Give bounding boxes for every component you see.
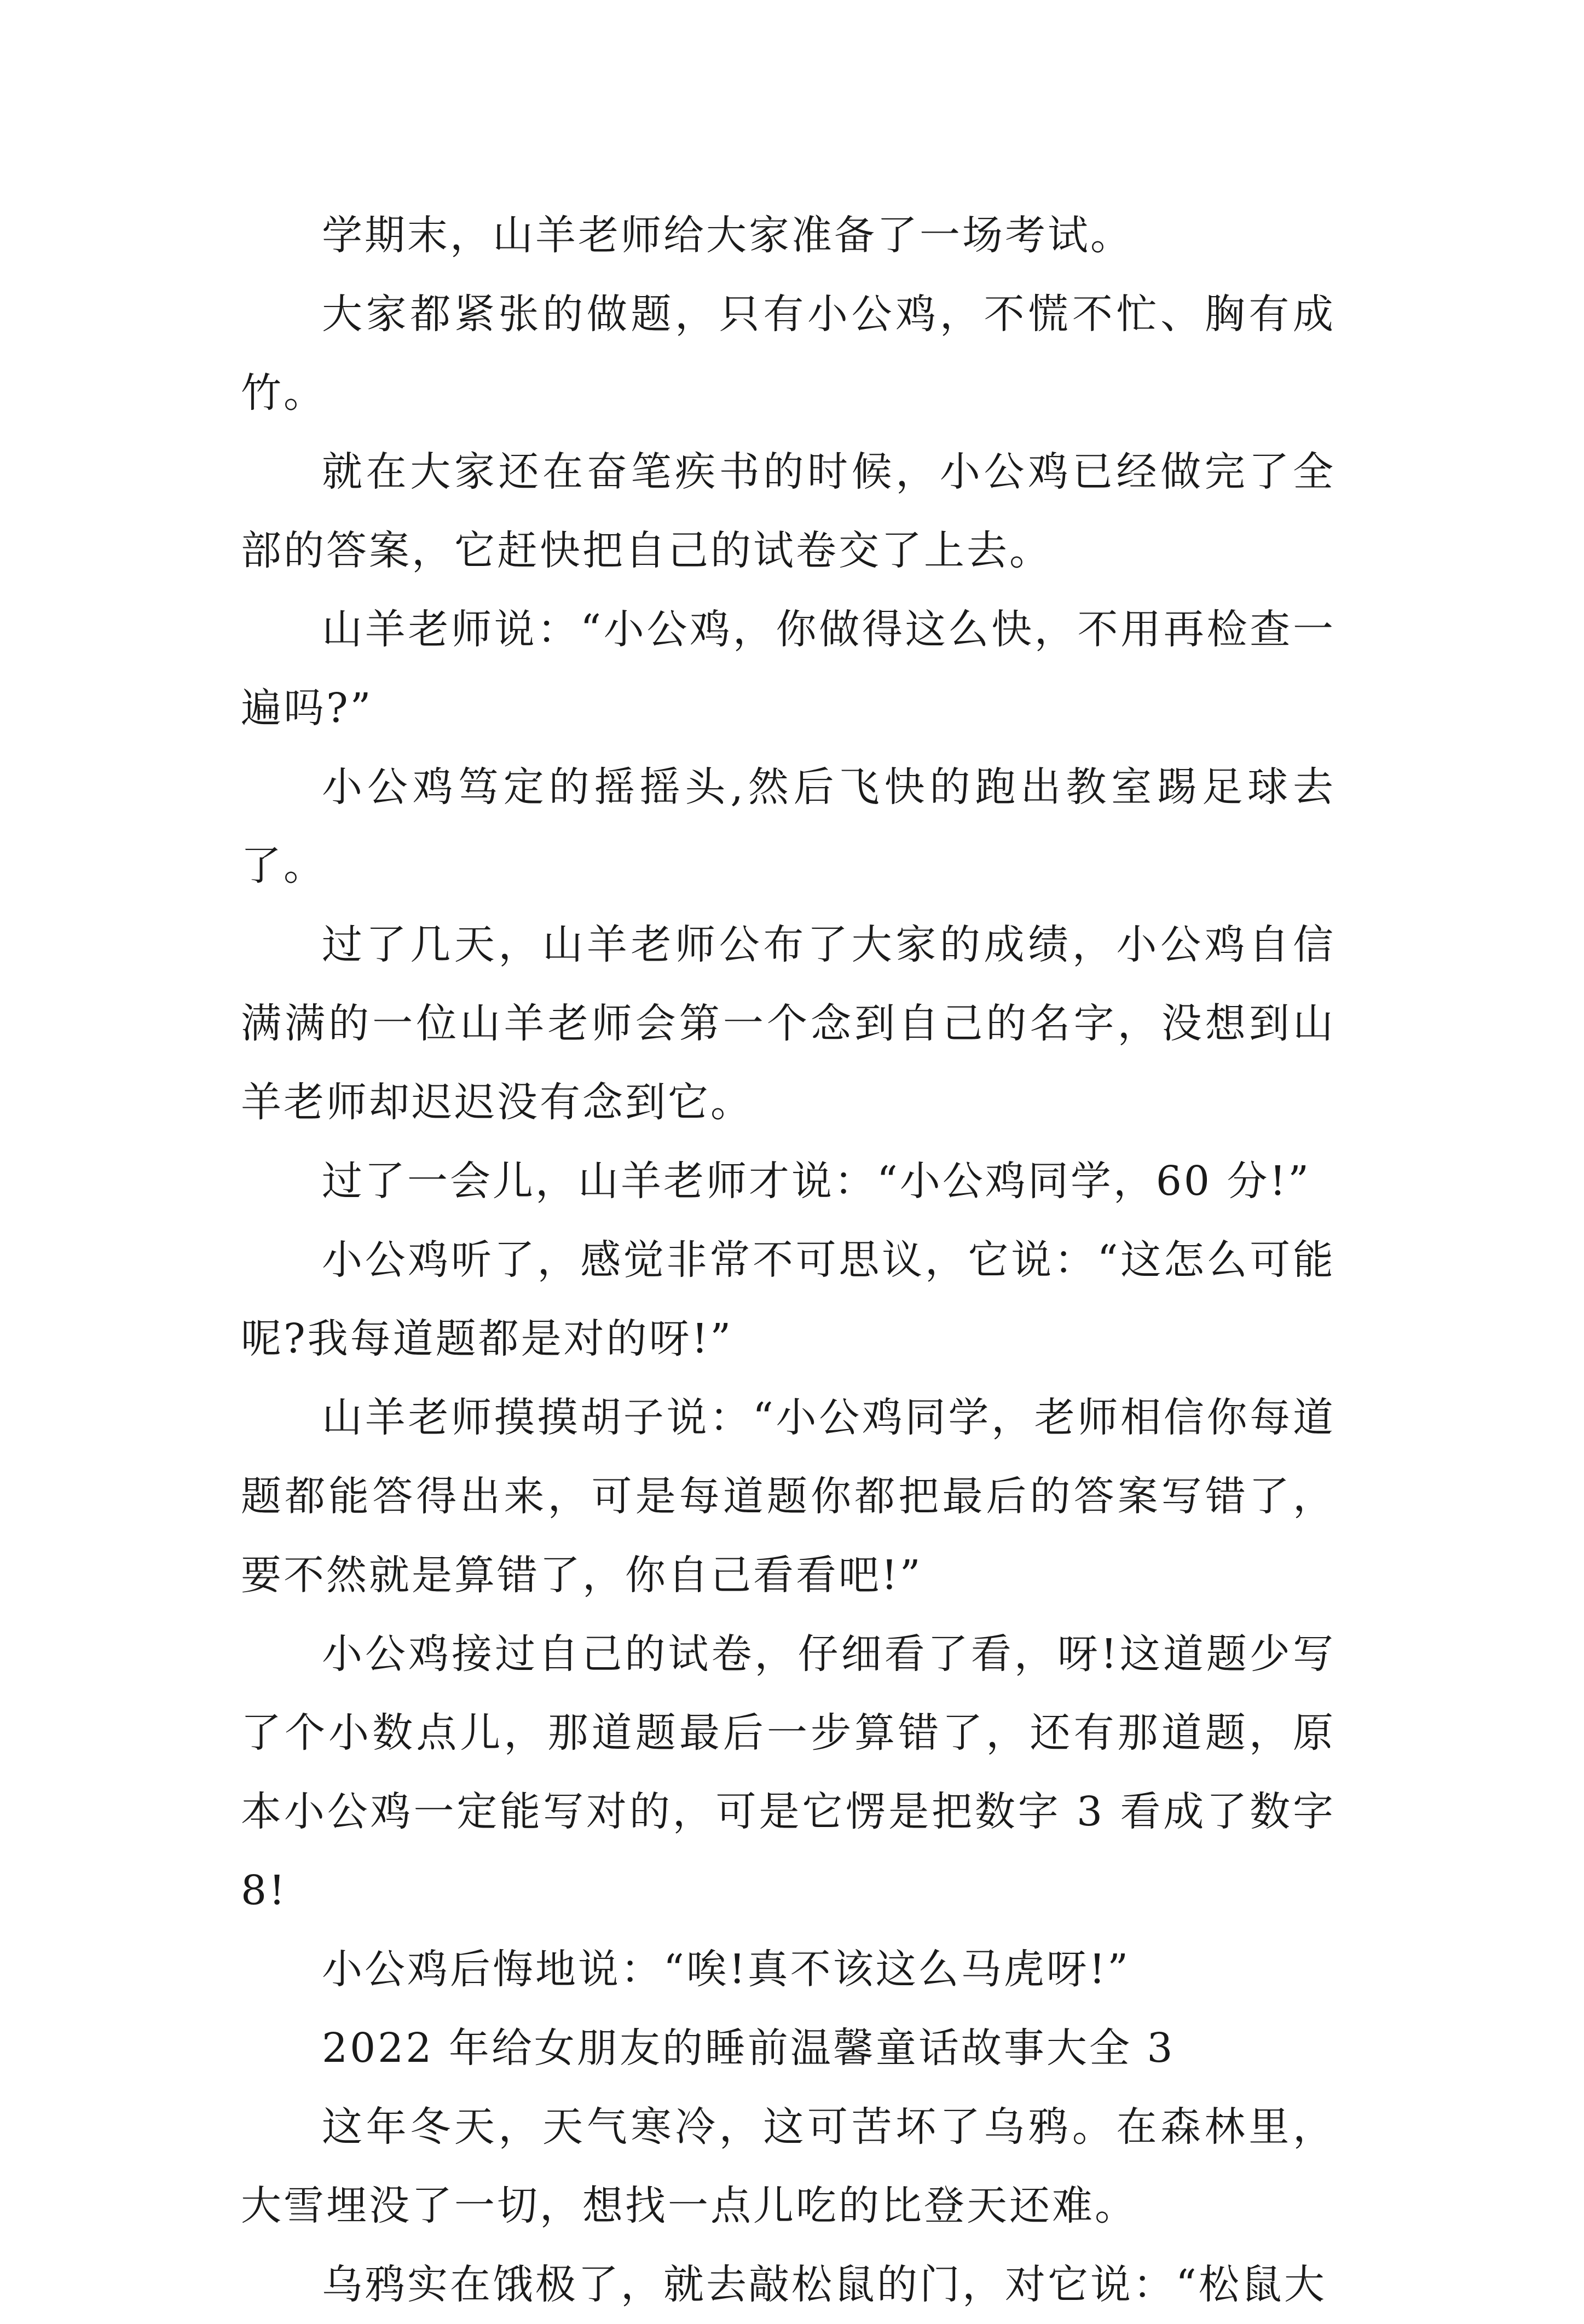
paragraph-score-60: 过了一会儿，山羊老师才说：“小公鸡同学，60 分!” xyxy=(322,1158,1311,1205)
paragraph-crow-knocks: 乌鸦实在饿极了，就去敲松鼠的门，对它说：“松鼠大 xyxy=(322,2261,1327,2308)
paragraph-rooster-disbelief: 小公鸡听了，感觉非常不可思议，它说：“这怎么可能呢?我每道题都是对的呀!” xyxy=(241,1236,1336,1362)
paragraph-results-announced: 过了几天，山羊老师公布了大家的成绩，小公鸡自信满满的一位山羊老师会第一个念到自己的名字，没想到山羊老师却迟迟没有念到它。 xyxy=(241,921,1336,1126)
section-heading-story-3: 2022 年给女朋友的睡前温馨童话故事大全 3 xyxy=(322,2025,1175,2072)
paragraph-rooster-checks-paper: 小公鸡接过自己的试卷，仔细看了看，呀!这道题少写了个小数点儿，那道题最后一步算错了，还有那道题，原本小公鸡一定能写对的，可是它愣是把数字 3 看成了数字 8! xyxy=(241,1631,1336,1914)
paragraph-rooster-shakes-head: 小公鸡笃定的摇摇头,然后飞快的跑出教室踢足球去了。 xyxy=(241,764,1336,889)
story-text-body xyxy=(241,196,1336,2324)
paragraph-exam-start: 学期末，山羊老师给大家准备了一场考试。 xyxy=(322,212,1133,259)
paragraph-everyone-nervous: 大家都紧张的做题，只有小公鸡，不慌不忙、胸有成竹。 xyxy=(241,291,1336,417)
paragraph-cold-winter: 这年冬天，天气寒冷，这可苦坏了乌鸦。在森林里，大雪埋没了一切，想找一点儿吃的比登天还难。 xyxy=(241,2103,1336,2229)
paragraph-rooster-finishes: 就在大家还在奋笔疾书的时候，小公鸡已经做完了全部的答案，它赶快把自己的试卷交了上去。 xyxy=(241,448,1336,574)
paragraph-teacher-asks: 山羊老师说：“小公鸡，你做得这么快，不用再检查一遍吗?” xyxy=(241,606,1336,732)
paragraph-teacher-explains: 山羊老师摸摸胡子说：“小公鸡同学，老师相信你每道题都能答得出来，可是每道题你都把最后的答案写错了，要不然就是算错了，你自己看看吧!” xyxy=(241,1394,1336,1599)
paragraph-rooster-regret: 小公鸡后悔地说：“唉!真不该这么马虎呀!” xyxy=(322,1946,1131,1993)
